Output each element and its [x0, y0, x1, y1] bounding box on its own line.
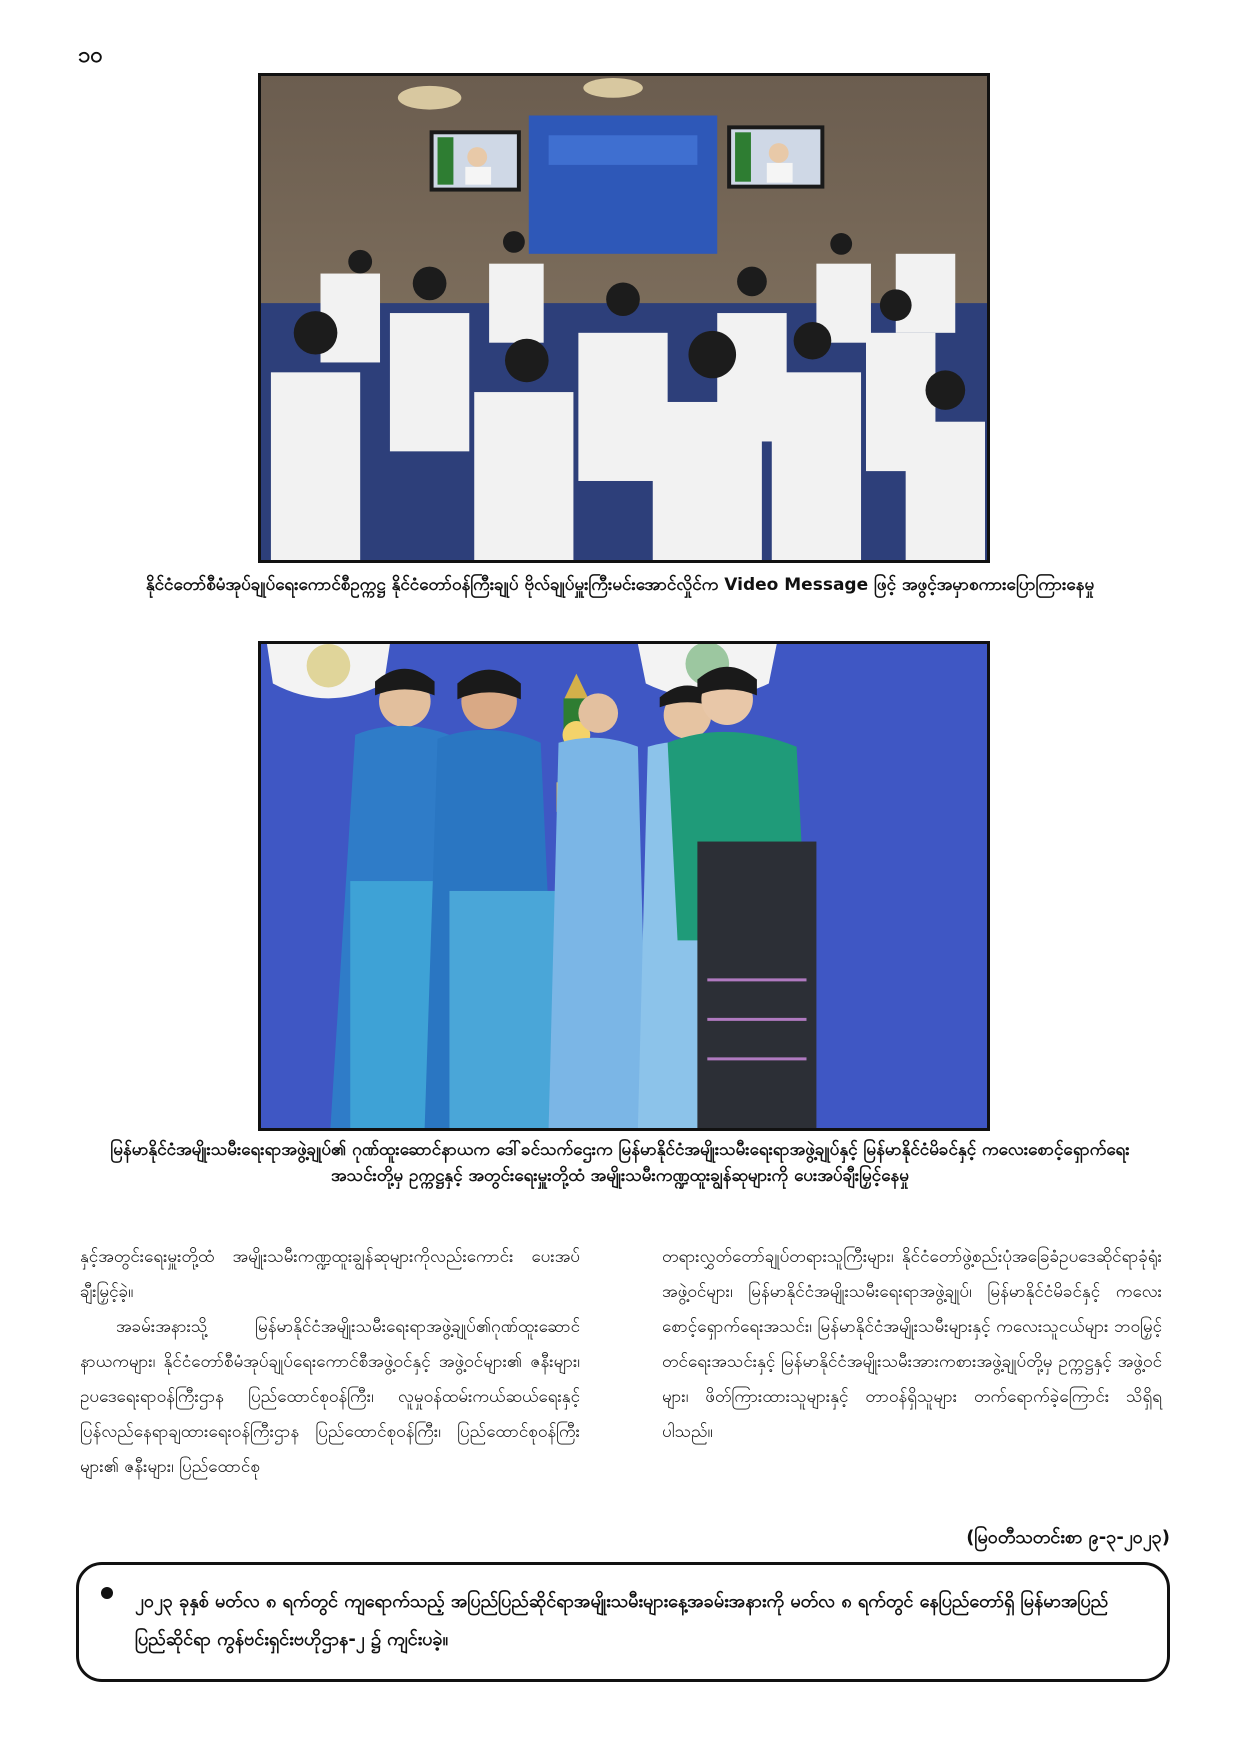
article-paragraph: နှင့်အတွင်းရေးမှူးတို့ထံ အမျိုးသမီးကဏ္ဍထူးချွန်ဆုများကိုလည်းကောင်း ပေးအပ်ချီးမြှင့်ခဲ့။ [80, 1247, 580, 1302]
news-source: (မြဝတီသတင်းစာ ၉-၃-၂၀၂၃) [966, 1527, 1170, 1548]
note-text: ၂၀၂၃ ခုနှစ် မတ်လ ၈ ရက်တွင် ကျရောက်သည့် အပြည်ပြည်ဆိုင်ရာအမျိုးသမီးများနေ့အခမ်းအနားကို မတ်လ ၈ ရက်တွင် နေပြည်တော်ရှိ မြန်မာအပြည်ပြည်ဆိုင်ရာ ကွန်ဗင်းရှင်းဗဟိုဌာန-၂ ၌ ကျင်းပခဲ့။ [135, 1591, 1109, 1650]
award-ceremony-photo [258, 641, 990, 1131]
bullet-icon [101, 1587, 113, 1599]
article-paragraph: တရားလွှတ်တော်ချုပ်တရားသူကြီးများ၊ နိုင်ငံတော်ဖွဲ့စည်းပုံအခြေခံဥပဒေဆိုင်ရာခုံရုံးအဖွဲ့ဝင်များ၊ မြန်မာနိုင်ငံအမျိုးသမီးရေးရာအဖွဲ့ချုပ်၊ မြန်မာနိုင်ငံမိခင်နှင့် ကလေးစောင့်ရှောက်ရေးအသင်း၊ မြန်မာနိုင်ငံအမျိုးသမီးများနှင့် ကလေးသူငယ်များ ဘဝမြှင့်တင်ရေးအသင်းနှင့် မြန်မာနိုင်ငံအမျိုးသမီးအားကစားအဖွဲ့ချုပ်တို့မှ ဥက္ကဋ္ဌနှင့် အဖွဲ့ဝင်များ၊ ဖိတ်ကြားထားသူများနှင့် တာဝန်ရှိသူများ တက်ရောက်ခဲ့ကြောင်း သိရှိရပါသည်။ [662, 1247, 1162, 1442]
article-column-right [662, 1240, 1162, 1450]
article-paragraph: အခမ်းအနားသို့ မြန်မာနိုင်ငံအမျိုးသမီးရေးရာအဖွဲ့ချုပ်၏ဂုဏ်ထူးဆောင်နာယကများ၊ နိုင်ငံတော်စီမံအုပ်ချုပ်ရေးကောင်စီအဖွဲ့ဝင်နှင့် အဖွဲ့ဝင်များ၏ ဇနီးများ၊ ဥပဒေရေးရာဝန်ကြီးဌာန ပြည်ထောင်စုဝန်ကြီး၊ လူမှုဝန်ထမ်းကယ်ဆယ်ရေးနှင့် ပြန်လည်နေရာချထားရေးဝန်ကြီးဌာန ပြည်ထောင်စုဝန်ကြီး၊ ပြည်ထောင်စုဝန်ကြီးများ၏ ဇနီးများ၊ ပြည်ထောင်စု [80, 1317, 580, 1477]
conference-hall-photo [258, 73, 990, 563]
page-number: ၁၀ [78, 43, 103, 68]
award-ceremony-image [261, 644, 987, 1128]
photo-caption-1: နိုင်ငံတော်စီမံအုပ်ချုပ်ရေးကောင်စီဥက္ကဋ္ဌ နိုင်ငံတော်ဝန်ကြီးချုပ် ဗိုလ်ချုပ်မှူးကြီးမင်းအောင်လှိုင်က Video Message ဖြင့် အဖွင့်အမှာစကားပြောကြားနေမှု [145, 575, 1095, 595]
photo-caption-2: မြန်မာနိုင်ငံအမျိုးသမီးရေးရာအဖွဲ့ချုပ်၏ ဂုဏ်ထူးဆောင်နာယက ဒေါ်ခင်သက်ဌေးက မြန်မာနိုင်ငံအမျိုးသမီးရေးရာအဖွဲ့ချုပ်နှင့် မြန်မာနိုင်ငံမိခင်နှင့် ကလေးစောင့်ရှောက်ရေးအသင်းတို့မှ ဥက္ကဋ္ဌနှင့် အတွင်းရေးမှူးတို့ထံ အမျိုးသမီးကဏ္ဍထူးချွန်ဆုများကို ပေးအပ်ချီးမြှင့်နေမှု [110, 1140, 1130, 1186]
article-column-left [80, 1240, 580, 1485]
conference-hall-image [261, 76, 987, 560]
note-box [76, 1562, 1170, 1682]
